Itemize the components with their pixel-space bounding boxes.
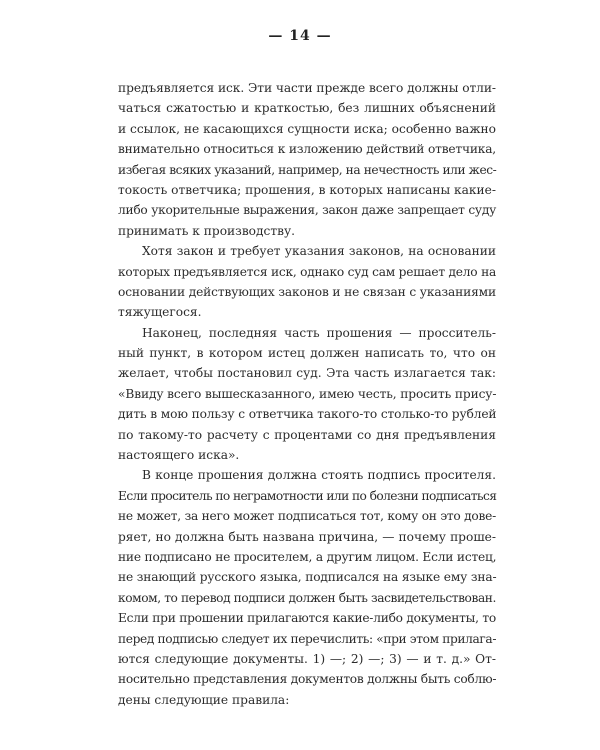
text-line: перед подписью следует их перечислить: «при этом прилага- [118,631,497,646]
text-line: чаться сжатостью и краткостью, без лишних объяснений [118,101,496,116]
text-line: носительно представления документов должны быть соблю- [118,672,497,687]
text-line: либо укорительные выражения, закон даже запрещает суду [118,203,496,218]
text-line: дить в мою пользу с ответчика такого-то столько-то рублей [118,407,497,422]
text-line: Если при прошении прилагаются какие-либо документы, то [118,611,496,626]
text-line: настоящего иска». [118,448,240,463]
text-line: и ссылок, не касающихся сущности иска; особенно важно [118,121,496,136]
page-number: — 14 — [268,28,332,44]
text-line: избегая всяких указаний, например, на нечестность или жес- [118,162,497,177]
text-line: ряет, но должна быть названа причина, — почему проше- [118,529,496,544]
text-line: комом, то перевод подписи должен быть засвидетельствован. [118,590,496,605]
body-text [118,78,496,710]
text-line: предъявляется иск. Эти части прежде всего должны отли- [118,81,496,95]
text-line: ный пункт, в котором истец должен написать то, что он [118,346,496,361]
text-line: желает, чтобы постановил суд. Эта часть излагается так: [118,366,496,381]
text-line: Наконец, последняя часть прошения — просситель- [142,325,496,340]
text-line: «Ввиду всего вышесказанного, имею честь, просить прису- [118,386,497,401]
text-line: тяжущегося. [118,305,202,320]
text-line: не может, за него может подписаться тот, кому он это дове- [118,509,496,524]
text-line: ние подписано не просителем, а другим лицом. Если истец, [118,549,497,564]
text-line: внимательно относиться к изложению действий ответчика, [118,142,496,157]
text-line: Хотя закон и требует указания законов, на основании [142,244,496,259]
text-line: ются следующие документы. 1) —; 2) —; 3) — и т. д.» От- [118,651,496,666]
text-line: по такому-то расчету с процентами со дня предъявления [118,427,496,442]
text-line: принимать к производству. [118,223,295,238]
text-line: В конце прошения должна стоять подпись просителя. [142,468,496,483]
text-line: основании действующих законов и не связан с указаниями [118,284,497,299]
text-line: которых предъявляется иск, однако суд сам решает дело на [118,264,496,279]
text-line: Если проситель по неграмотности или по болезни подписаться [118,488,497,503]
text-line: токость ответчика; прошения, в которых написаны какие- [118,182,496,197]
text-line: дены следующие правила: [118,692,290,707]
text-line: не знающий русского языка, подписался на языке ему зна- [118,570,497,585]
